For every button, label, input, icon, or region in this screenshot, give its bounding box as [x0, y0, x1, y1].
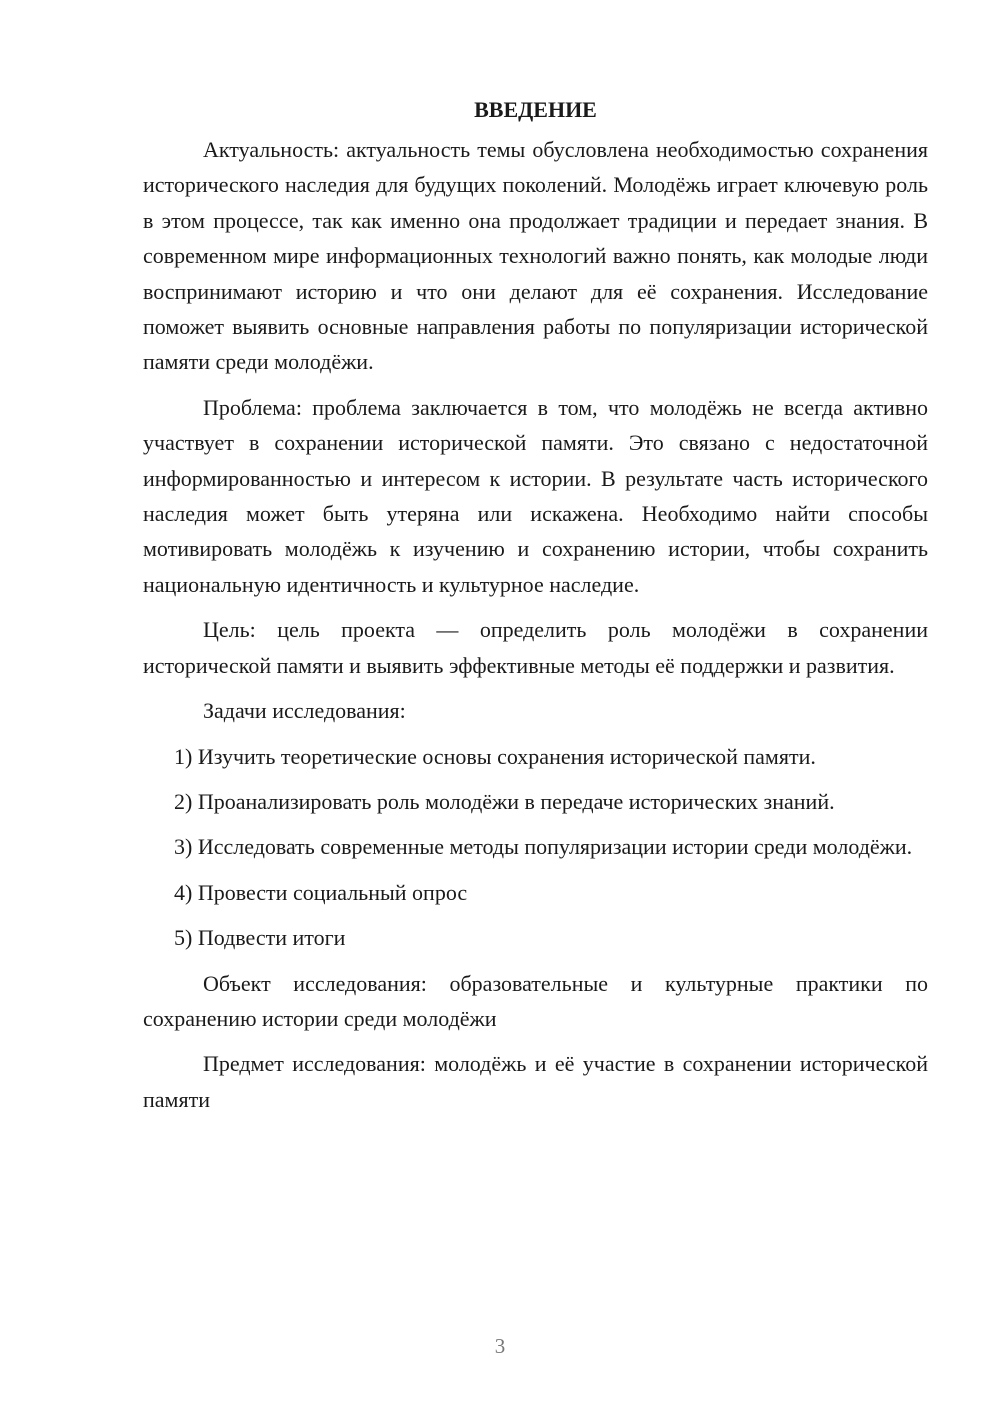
page-heading: ВВЕДЕНИЕ [474, 97, 597, 122]
task-item-5: 5) Подвести итоги [174, 925, 346, 951]
task-item-2: 2) Проанализировать роль молодёжи в передаче исторических знаний. [174, 788, 835, 814]
task-item-4: 4) Провести социальный опрос [174, 879, 468, 905]
paragraph-subject: Предмет исследования: молодёжь и её участие в сохранении исторической памяти [143, 1051, 928, 1112]
paragraph-object: Объект исследования: образовательные и культурные практики по сохранению истории среди молодёжи [143, 970, 928, 1031]
paragraph-relevance: Актуальность: актуальность темы обусловлена необходимостью сохранения исторического наследия для будущих поколений. Молодёжь играет ключевую роль в этом процессе, так как именно она продолжает традиции и передает знания. В современном мире информационных технологий важно понять, как молодые люди воспринимают историю и что они делают для её сохранения. Исследование поможет выявить основные направления работы по популяризации исторической памяти среди молодёжи. [143, 137, 928, 375]
task-item-1: 1) Изучить теоретические основы сохранения исторической памяти. [174, 743, 816, 769]
paragraph-goal: Цель: цель проекта — определить роль молодёжи в сохранении исторической памяти и выявить эффективные методы её поддержки и развития. [143, 617, 928, 678]
document-page [143, 92, 928, 1127]
task-item-3: 3) Исследовать современные методы популяризации истории среди молодёжи. [174, 834, 913, 860]
page-number: 3 [494, 1334, 506, 1358]
paragraph-problem: Проблема: проблема заключается в том, что молодёжь не всегда активно участвует в сохранении исторической памяти. Это связано с недостаточной информированностью и интересом к истории. В результате часть исторического наследия может быть утеряна или искажена. Необходимо найти способы мотивировать молодёжь к изучению и сохранению истории, чтобы сохранить национальную идентичность и культурное наследие. [143, 394, 928, 597]
paragraph-tasks-title: Задачи исследования: [203, 698, 406, 724]
